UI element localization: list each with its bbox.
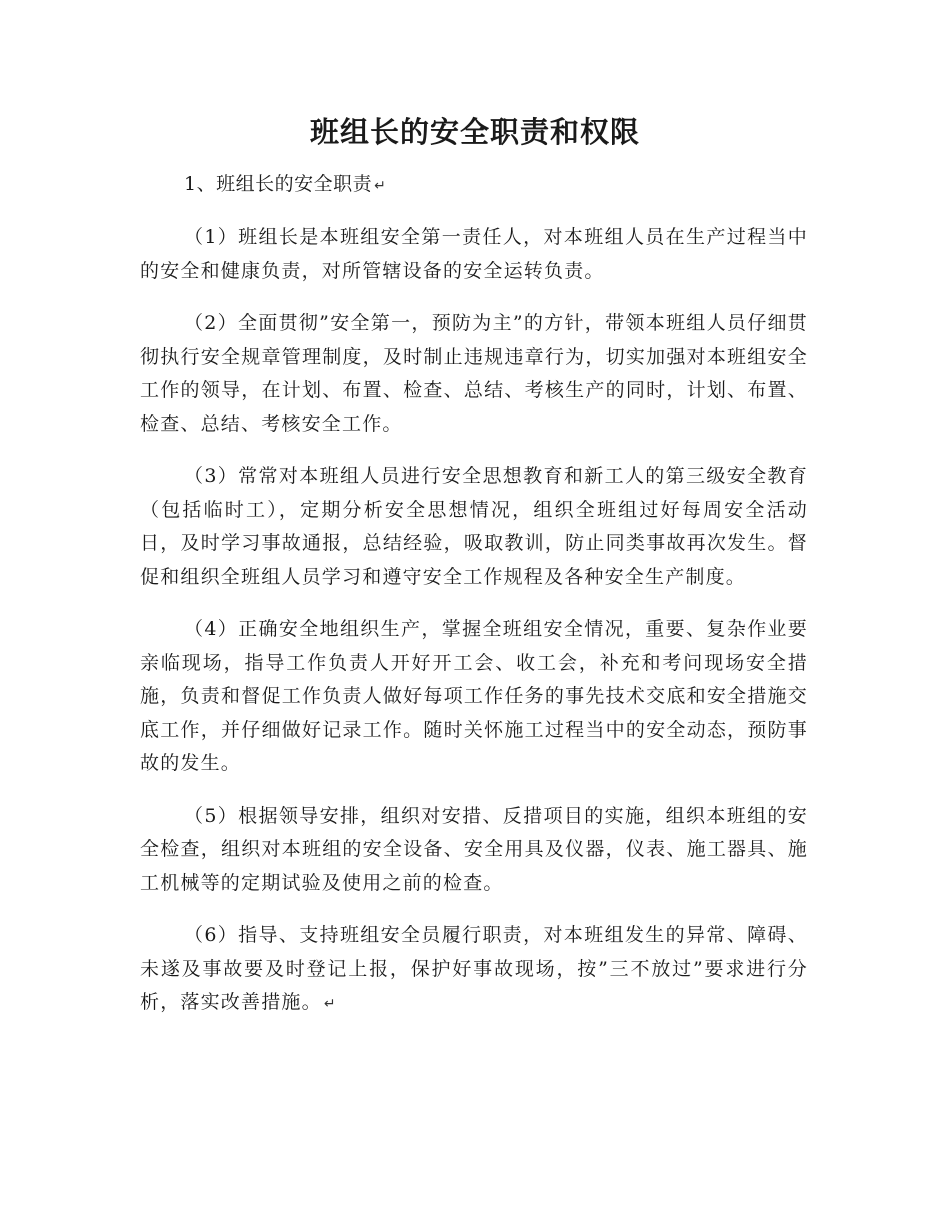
section-heading	[140, 168, 808, 203]
paragraph-mark-icon: ↵	[323, 996, 337, 1012]
section-heading-text: 1、班组长的安全职责	[184, 173, 373, 195]
paragraph-6-text: （6）指导、支持班组安全员履行职责，对本班组发生的异常、障碍、未遂及事故要及时登记上报，保护好事故现场，按”三不放过”要求进行分析，落实改善措施。	[140, 924, 808, 1013]
paragraph-6	[140, 919, 808, 1022]
document-body	[140, 168, 808, 1041]
paragraph-3: （3）常常对本班组人员进行安全思想教育和新工人的第三级安全教育（包括临时工），定期分析安全思想情况，组织全班组过好每周安全活动日，及时学习事故通报，总结经验，吸取教训，防止同类事故再次发生。督促和组织全班组人员学习和遵守安全工作规程及各种安全生产制度。	[140, 465, 808, 588]
paragraph-mark-icon: ↵	[374, 178, 387, 194]
paragraph-2: （2）全面贯彻”安全第一，预防为主”的方针，带领本班组人员仔细贯彻执行安全规章管理制度，及时制止违规违章行为，切实加强对本班组安全工作的领导，在计划、布置、检查、总结、考核生产的同时，计划、布置、检查、总结、考核安全工作。	[140, 312, 808, 435]
document-title: 班组长的安全职责和权限	[309, 115, 640, 149]
paragraph-4: （4）正确安全地组织生产，掌握全班组安全情况，重要、复杂作业要亲临现场，指导工作负责人开好开工会、收工会，补充和考问现场安全措施，负责和督促工作负责人做好每项工作任务的事先技术交底和安全措施交底工作，并仔细做好记录工作。随时关怀施工过程当中的安全动态，预防事故的发生。	[140, 618, 808, 774]
paragraph-1: （1）班组长是本班组安全第一责任人，对本班组人员在生产过程当中的安全和健康负责，对所管辖设备的安全运转负责。	[140, 226, 808, 282]
paragraph-5: （5）根据领导安排，组织对安措、反措项目的实施，组织本班组的安全检查，组织对本班组的安全设备、安全用具及仪器，仪表、施工器具、施工机械等的定期试验及使用之前的检查。	[140, 804, 808, 894]
